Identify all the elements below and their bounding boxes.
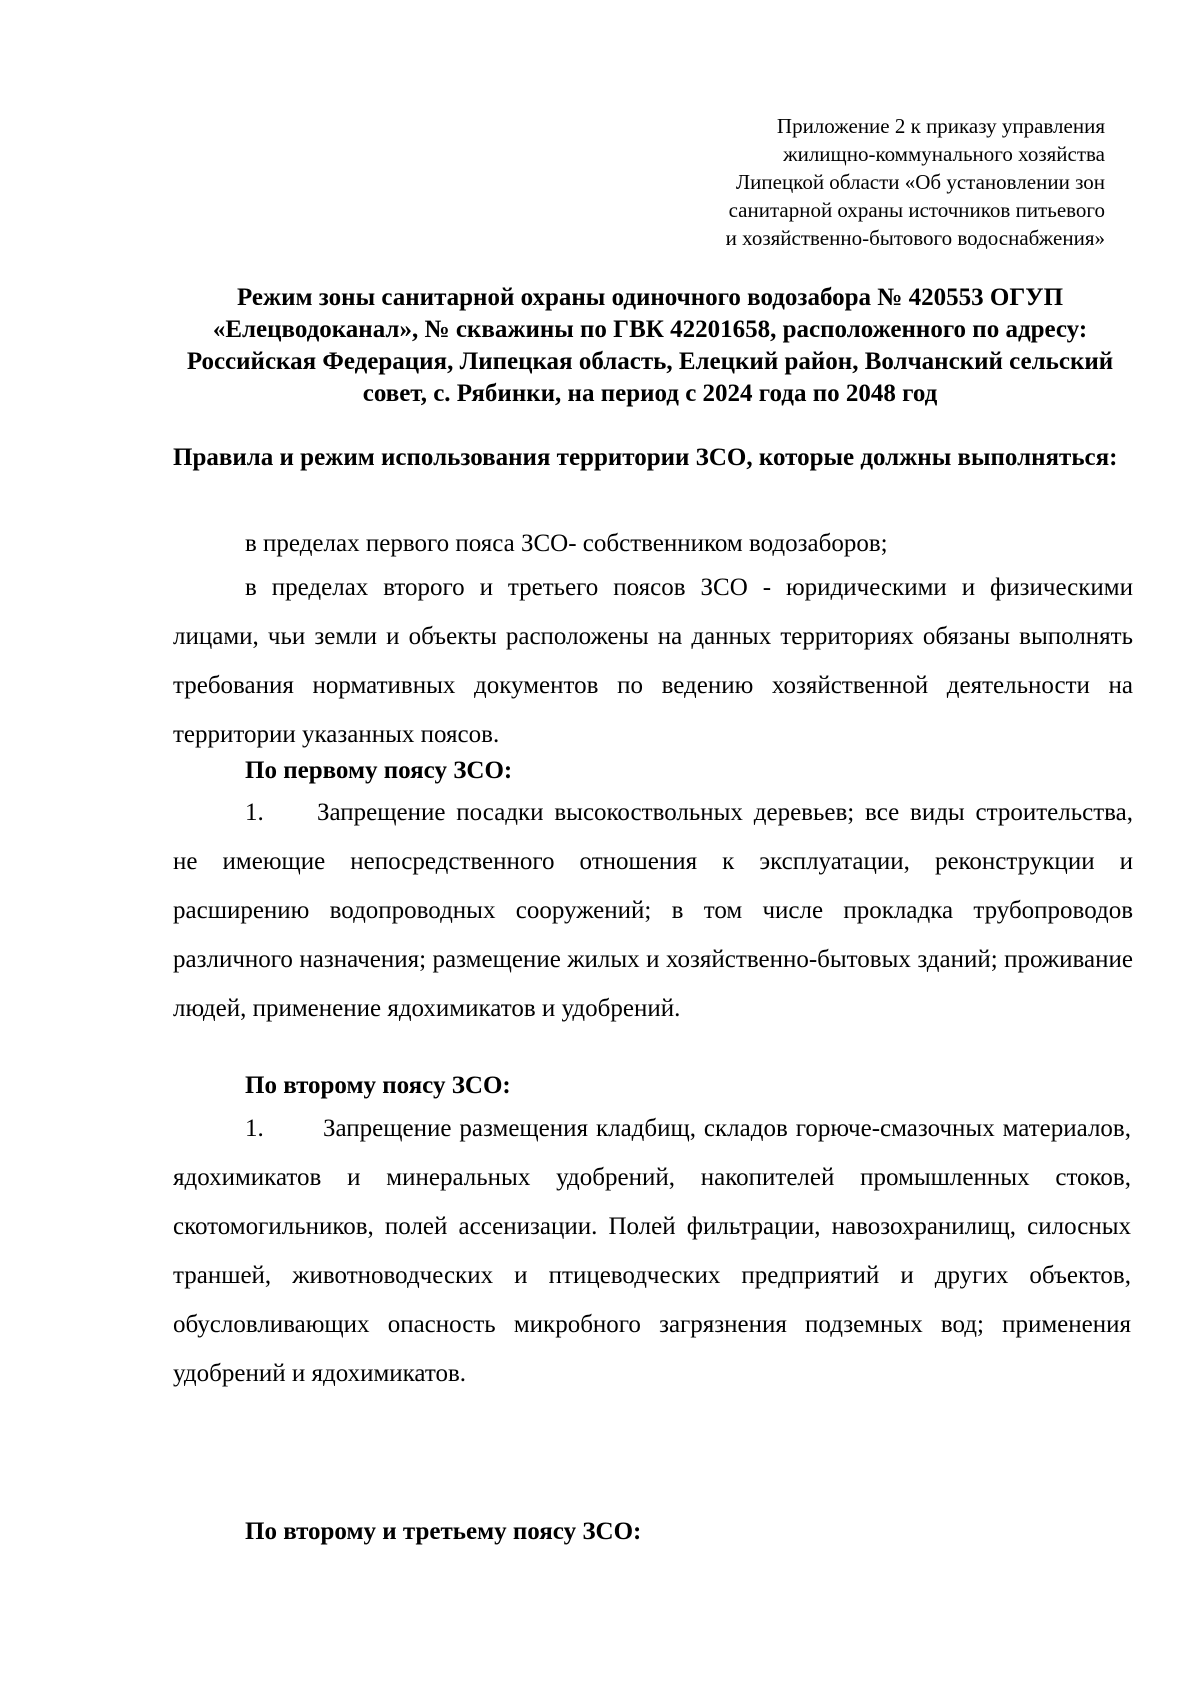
item-text: Запрещение посадки высокоствольных деревьев; все виды строительства, не имеющие непосредственного отношения к эксплуатации, реконструкции и расширению водопроводных сооружений; в том числе прокладка трубопроводов различного назначения; размещение жилых и хозяйственно-бытовых зданий; проживание людей, применение ядохимикатов и удобрений.: [173, 799, 1133, 1022]
second-belt-heading: По второму поясу ЗСО:: [245, 1072, 511, 1099]
first-belt-item: [173, 788, 1133, 1033]
rules-heading: Правила и режим использования территории ЗСО, которые должны выполняться:: [173, 444, 1118, 471]
appendix-line: жилищно-коммунального хозяйства: [783, 142, 1105, 166]
item-number: 1.: [245, 1115, 264, 1142]
second-third-belt-heading: По второму и третьему поясу ЗСО:: [245, 1518, 642, 1545]
paragraph-first-belt-owner: в пределах первого пояса ЗСО- собственником водозаборов;: [245, 530, 888, 557]
appendix-line: Липецкой области «Об установлении зон: [735, 170, 1105, 194]
document-title: Режим зоны санитарной охраны одиночного водозабора № 420553 ОГУП «Елецводоканал», № скважины по ГВК 42201658, расположенного по адресу: Российская Федерация, Липецкая область, Елецкий район, Волчанский сельский совет, с. Рябинки, на период с 2024 года по 2048 год: [186, 284, 1114, 407]
appendix-line: санитарной охраны источников питьевого: [728, 198, 1105, 222]
item-text: Запрещение размещения кладбищ, складов горюче-смазочных материалов, ядохимикатов и минеральных удобрений, накопителей промышленных стоков, скотомогильников, полей ассенизации. Полей фильтрации, навозохранилищ, силосных траншей, животноводческих и птицеводческих предприятий и других объектов, обусловливающих опасность микробного загрязнения подземных вод; применения удобрений и ядохимикатов.: [173, 1115, 1131, 1387]
appendix-reference: [545, 112, 1105, 252]
paragraph-second-third-belt-duties: в пределах второго и третьего поясов ЗСО - юридическими и физическими лицами, чьи земли и объекты расположены на данных территориях обязаны выполнять требования нормативных документов по ведению хозяйственной деятельности на территории указанных поясов.: [173, 574, 1133, 748]
first-belt-heading: По первому поясу ЗСО:: [245, 757, 513, 784]
appendix-line: и хозяйственно-бытового водоснабжения»: [725, 226, 1105, 250]
item-number: 1.: [245, 799, 264, 826]
second-belt-item: [173, 1104, 1131, 1398]
appendix-line: Приложение 2 к приказу управления: [776, 114, 1105, 138]
